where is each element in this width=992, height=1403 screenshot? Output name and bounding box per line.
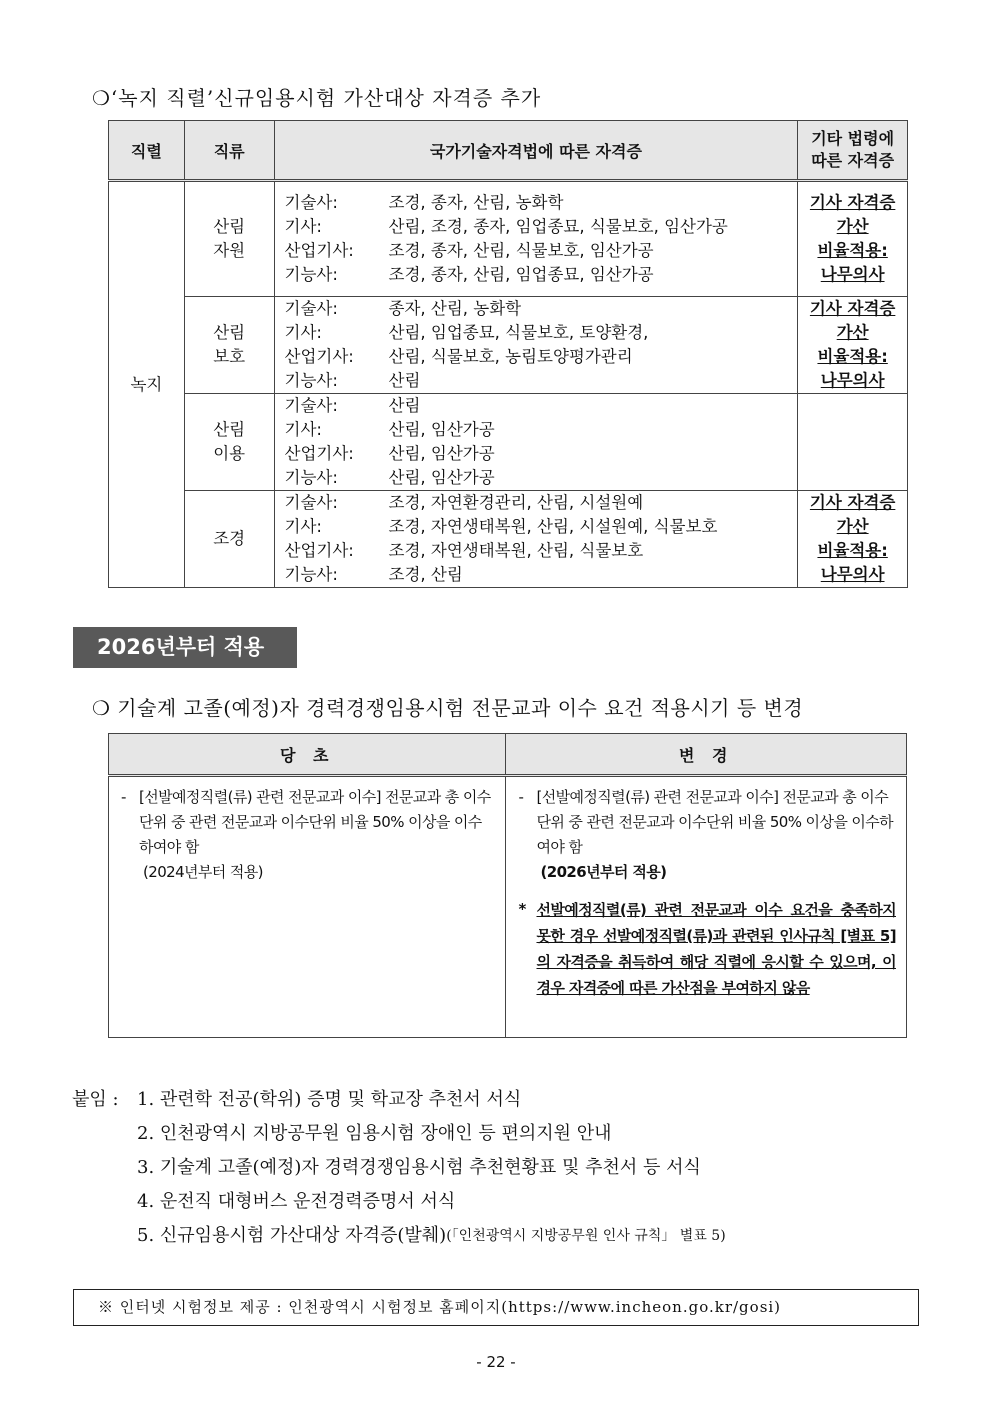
license-fields: 산림, 조경, 종자, 임업종묘, 식물보호, 임산가공: [388, 217, 728, 236]
license-grade: 기술사:: [284, 299, 338, 318]
attachment-item: 3. 기술계 고졸(예정)자 경력경쟁임용시험 추천현황표 및 추천서 등 서식: [137, 1157, 701, 1178]
license-line: [275, 345, 792, 369]
license-grade: 기능사:: [284, 565, 338, 584]
other-license-note: 기사 자격증 가산 비율적용: 나무의사: [798, 297, 908, 394]
license-fields: 산림, 임업종묘, 식물보호, 토양환경,: [388, 323, 649, 342]
other-license-note: 기사 자격증 가산 비율적용: 나무의사: [798, 181, 908, 297]
before-applied: (2024년부터 적용): [143, 863, 263, 881]
license-table: [108, 120, 908, 588]
license-fields: 산림, 식물보호, 농림토양평가관리: [388, 347, 633, 366]
header-national-license: 국가기술자격법에 따른 자격증: [274, 121, 798, 181]
before-cell: [109, 776, 506, 1038]
header-other-license: 기타 법령에 따른 자격증: [798, 121, 908, 181]
license-grade: 기술사:: [284, 396, 338, 415]
attachment-item: 5. 신규임용시험 가산대상 자격증(발췌): [137, 1225, 447, 1246]
license-fields: 산림, 임산가공: [388, 468, 495, 487]
license-grade: 기사:: [284, 517, 322, 536]
license-fields: 조경, 자연생태복원, 산림, 시설원예, 식물보호: [388, 517, 718, 536]
license-list-cell: [274, 394, 798, 491]
header-category: 직류: [184, 121, 274, 181]
license-row: [109, 394, 908, 491]
page-number: - 22 -: [476, 1353, 516, 1371]
license-grade: 기능사:: [284, 468, 338, 487]
section2-title: ❍ 기술계 고졸(예정)자 경력경쟁임용시험 전문교과 이수 요건 적용시기 등 변경: [92, 696, 804, 720]
after-cell: [506, 776, 907, 1038]
license-fields: 조경, 산림: [388, 565, 463, 584]
category-cell: 산림 이용: [184, 394, 274, 491]
license-fields: 산림: [388, 396, 421, 415]
after-star-note: 선발예정직렬(류) 관련 전문교과 이수 요건을 충족하지 못한 경우 선발예정직렬(류)과 관련된 인사규칙 [별표 5]의 자격증을 취득하여 해당 직렬에 응시할 수 있으며, 이 경우 자격증에 따른 가산점을 부여하지 않음: [536, 901, 896, 997]
license-grade: 기사:: [284, 420, 322, 439]
license-fields: 조경, 종자, 산림, 농화학: [388, 193, 564, 212]
license-line: [275, 239, 792, 263]
license-fields: 조경, 자연생태복원, 산림, 식물보호: [388, 541, 644, 560]
footer-note-box: ※ 인터넷 시험정보 제공 : 인천광역시 시험정보 홈페이지(https://www.incheon.go.kr/gosi): [73, 1289, 919, 1326]
attachment-item-source: (「인천광역시 지방공무원 인사 규칙」 별표 5): [446, 1228, 726, 1244]
license-row: [109, 297, 908, 394]
license-fields: 산림, 임산가공: [388, 444, 495, 463]
license-line: [275, 563, 792, 587]
license-line: [275, 394, 792, 418]
section1-title: ❍‘녹지 직렬’신규임용시험 가산대상 자격증 추가: [92, 86, 542, 110]
before-text: [선발예정직렬(류) 관련 전문교과 이수] 전문교과 총 이수단위 중 관련 전문교과 이수단위 비율 50% 이상을 이수하여야 함: [139, 788, 491, 856]
license-fields: 종자, 산림, 농화학: [388, 299, 522, 318]
header-series: 직렬: [109, 121, 185, 181]
apply-2026-banner: 2026년부터 적용: [73, 627, 297, 668]
license-row: [109, 491, 908, 588]
attachment-item: 2. 인천광역시 지방공무원 임용시험 장애인 등 편의지원 안내: [137, 1123, 612, 1144]
license-fields: 조경, 종자, 산림, 임업종묘, 임산가공: [388, 265, 654, 284]
license-row: [109, 181, 908, 297]
license-grade: 기술사:: [284, 193, 338, 212]
series-cell: 녹지: [109, 181, 185, 588]
after-text: [선발예정직렬(류) 관련 전문교과 이수] 전문교과 총 이수단위 중 관련 전문교과 이수단위 비율 50% 이상을 이수하여야 함: [536, 788, 894, 856]
license-fields: 산림, 임산가공: [388, 420, 495, 439]
after-applied: (2026년부터 적용): [540, 863, 667, 881]
license-line: [275, 442, 792, 466]
license-line: [275, 369, 792, 393]
license-grade: 산업기사:: [284, 347, 354, 366]
category-cell: 산림 자원: [184, 181, 274, 297]
attachments: [72, 1083, 726, 1253]
license-grade: 산업기사:: [284, 541, 354, 560]
license-line: [275, 515, 792, 539]
category-cell: 조경: [184, 491, 274, 588]
header-before: 당 초: [109, 734, 506, 776]
header-after: 변 경: [506, 734, 907, 776]
license-grade: 기능사:: [284, 371, 338, 390]
license-list-cell: [274, 181, 798, 297]
license-line: [275, 466, 792, 490]
license-line: [275, 263, 792, 287]
attachment-item: 1. 관련학 전공(학위) 증명 및 학교장 추천서 서식: [137, 1089, 522, 1110]
license-line: [275, 418, 792, 442]
license-grade: 기사:: [284, 323, 322, 342]
license-fields: 조경, 자연환경관리, 산림, 시설원예: [388, 493, 644, 512]
other-license-note: [798, 394, 908, 491]
license-line: [275, 215, 792, 239]
license-grade: 기능사:: [284, 265, 338, 284]
license-grade: 기술사:: [284, 493, 338, 512]
license-line: [275, 321, 792, 345]
license-grade: 산업기사:: [284, 444, 354, 463]
license-line: [275, 297, 792, 321]
license-line: [275, 491, 792, 515]
license-line: [275, 191, 792, 215]
license-grade: 기사:: [284, 217, 322, 236]
license-list-cell: [274, 491, 798, 588]
license-grade: 산업기사:: [284, 241, 354, 260]
dash-mark: -: [121, 788, 126, 806]
attachments-label: 붙임 :: [72, 1089, 119, 1110]
license-line: [275, 539, 792, 563]
other-license-note: 기사 자격증 가산 비율적용: 나무의사: [798, 491, 908, 588]
asterisk-mark: *: [518, 900, 526, 918]
license-fields: 조경, 종자, 산림, 식물보호, 임산가공: [388, 241, 654, 260]
change-table: [108, 733, 907, 1038]
license-fields: 산림: [388, 371, 421, 390]
attachment-item: 4. 운전직 대형버스 운전경력증명서 서식: [137, 1191, 456, 1212]
license-list-cell: [274, 297, 798, 394]
dash-mark: -: [518, 788, 524, 806]
category-cell: 산림 보호: [184, 297, 274, 394]
